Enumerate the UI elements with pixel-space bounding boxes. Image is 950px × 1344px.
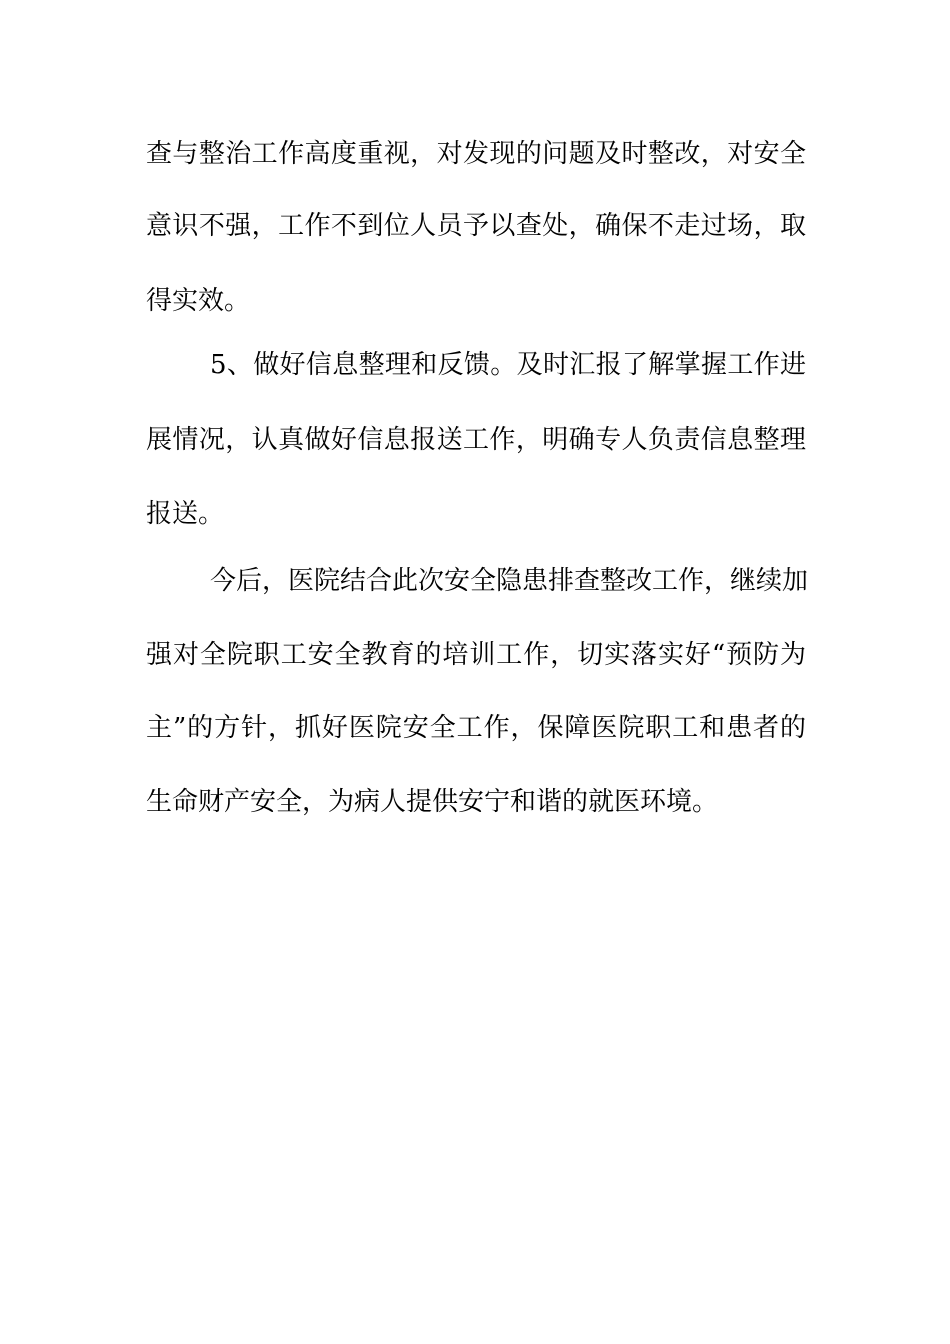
paragraph-line: 主”的方针，抓好医院安全工作，保障医院职工和患者的 xyxy=(146,713,806,743)
paragraph-line: 意识不强，工作不到位人员予以查处，确保不走过场，取 xyxy=(146,211,806,241)
paragraph-line: 得实效。 xyxy=(146,286,251,316)
paragraph-line: 展情况，认真做好信息报送工作，明确专人负责信息整理 xyxy=(146,425,806,455)
paragraph-line: 强对全院职工安全教育的培训工作，切实落实好“预防为 xyxy=(146,640,806,670)
paragraph-line: 查与整治工作高度重视，对发现的问题及时整改，对安全 xyxy=(146,139,806,169)
paragraph-line: 今后，医院结合此次安全隐患排查整改工作，继续加 xyxy=(210,566,809,596)
paragraph-line: 生命财产安全，为病人提供安宁和谐的就医环境。 xyxy=(146,787,719,817)
paragraph-line: 5、做好信息整理和反馈。及时汇报了解掌握工作进 xyxy=(210,350,806,380)
paragraph-line: 报送。 xyxy=(146,499,225,529)
